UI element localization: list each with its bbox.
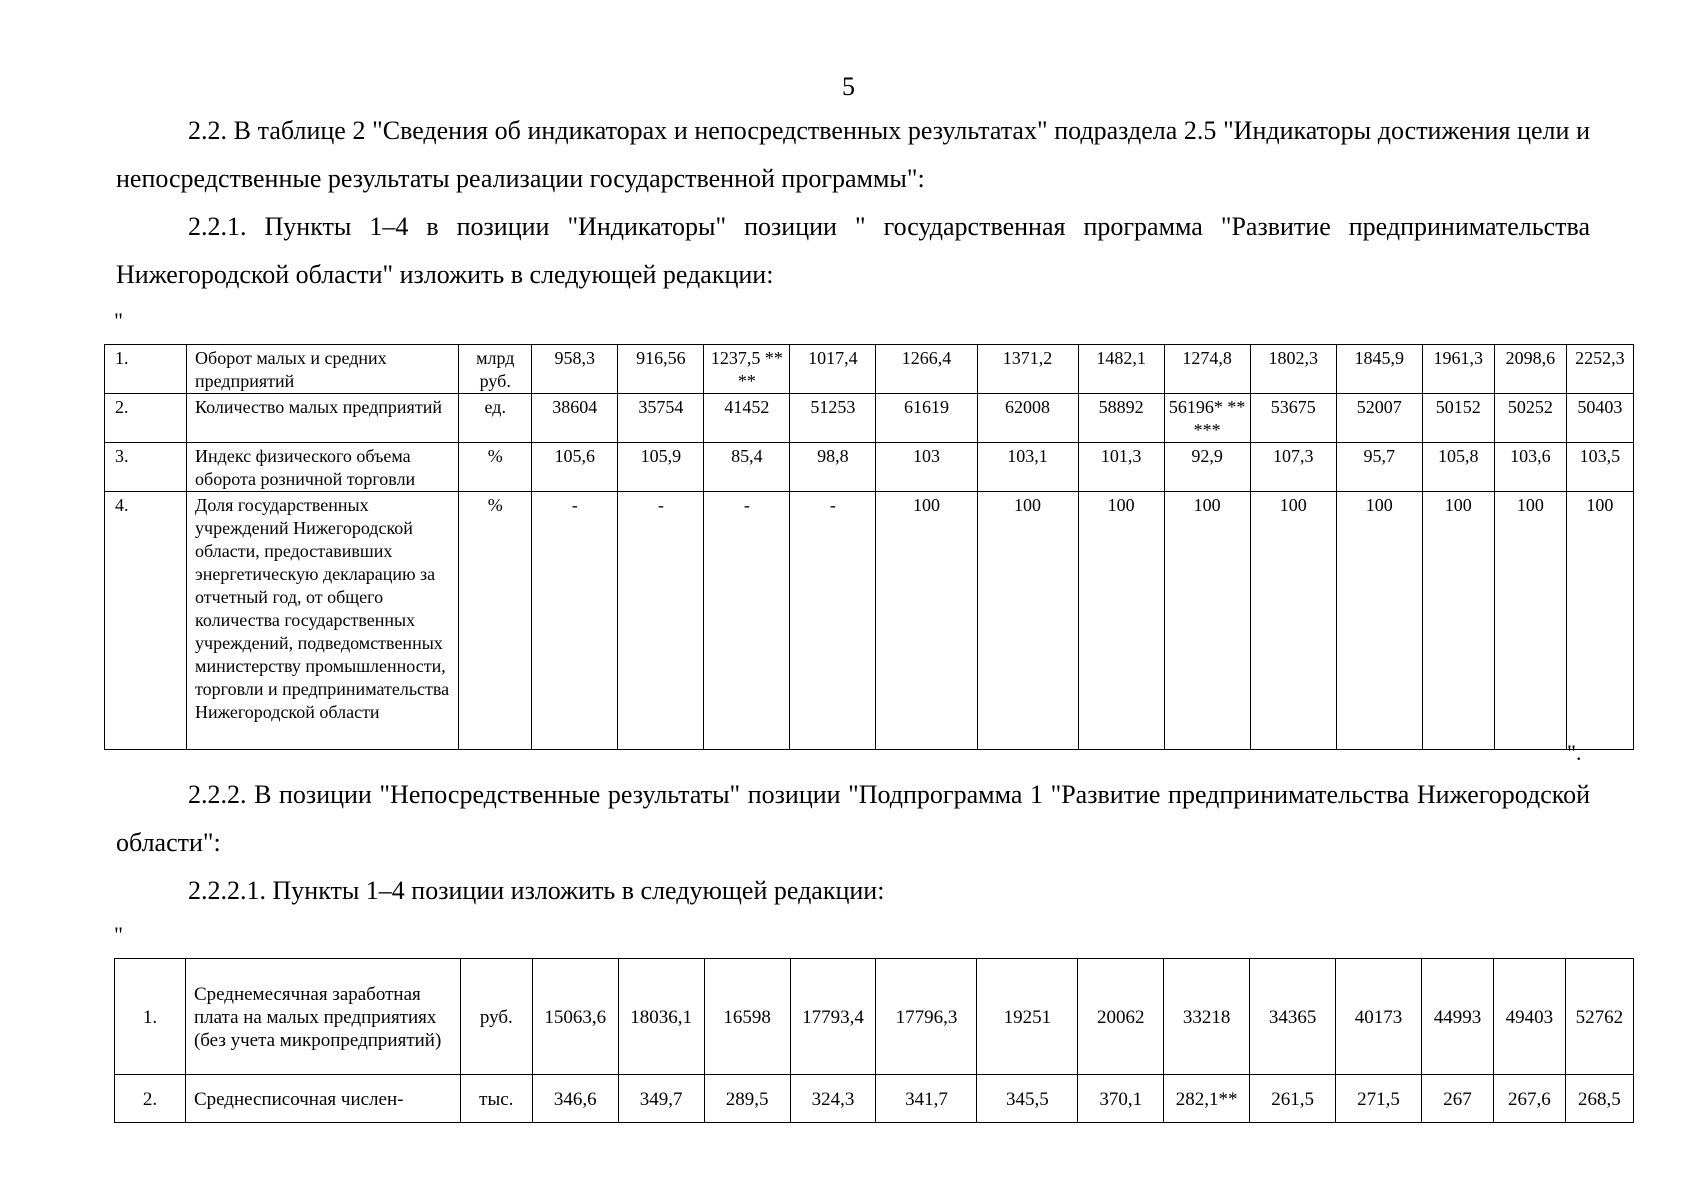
value-cell: 98,8	[790, 443, 876, 492]
value-cell: 52007	[1336, 394, 1422, 443]
value-cell: 100	[1494, 492, 1566, 750]
paragraph-2-2-1: 2.2.1. Пункты 1–4 в позиции "Индикаторы" позиции " государственная программа "Развитие предпринимательства Нижегородской области" изложить в следующей редакции:	[116, 212, 1590, 289]
unit-cell: %	[459, 443, 532, 492]
value-cell: 100	[876, 492, 977, 750]
value-cell: 289,5	[704, 1075, 790, 1123]
value-cell: 345,5	[977, 1075, 1078, 1123]
value-cell: 50403	[1566, 394, 1633, 443]
indicator-name-cell: Среднесписочная числен-	[185, 1075, 460, 1123]
value-cell: 61619	[876, 394, 977, 443]
value-cell: 16598	[704, 959, 790, 1075]
value-cell: -	[790, 492, 876, 750]
value-cell: 267,6	[1493, 1075, 1565, 1123]
value-cell: 44993	[1421, 959, 1493, 1075]
value-cell: 92,9	[1164, 443, 1250, 492]
indicators-table-body	[105, 345, 1634, 750]
value-cell: 53675	[1250, 394, 1336, 443]
value-cell: 40173	[1336, 959, 1422, 1075]
value-cell: 103,1	[977, 443, 1078, 492]
paragraph-2-2: 2.2. В таблице 2 "Сведения об индикаторах и непосредственных результатах" подраздела 2.5 "Индикаторы достижения цели и непосредственные результаты реализации государственной программы":	[116, 116, 1590, 193]
value-cell: 38604	[532, 394, 618, 443]
value-cell: 58892	[1078, 394, 1164, 443]
table-row	[115, 1075, 1634, 1123]
value-cell: 17796,3	[876, 959, 977, 1075]
value-cell: 370,1	[1078, 1075, 1164, 1123]
table-row	[105, 443, 1634, 492]
page-number: 5	[842, 72, 855, 101]
value-cell: 62008	[977, 394, 1078, 443]
results-table-body	[115, 959, 1634, 1123]
indicator-name-cell: Доля государственных учреждений Нижегородской области, предоставивших энергетическую декларацию за отчетный год, от общего количества государственных учреждений, подведомственных министерству промышленности, торговли и предпринимательства Нижегородской области	[187, 492, 459, 750]
quote-close-1: ".	[1567, 740, 1582, 765]
value-cell: 17793,4	[790, 959, 876, 1075]
value-cell: 271,5	[1336, 1075, 1422, 1123]
table-row	[115, 959, 1634, 1075]
indicator-name-cell: Индекс физического объема оборота розничной торговли	[187, 443, 459, 492]
value-cell: 20062	[1078, 959, 1164, 1075]
value-cell: 100	[1250, 492, 1336, 750]
value-cell: 103,5	[1566, 443, 1633, 492]
value-cell: 52762	[1565, 959, 1633, 1075]
value-cell: 33218	[1164, 959, 1250, 1075]
row-number-cell: 3.	[105, 443, 187, 492]
row-number-cell: 1.	[105, 345, 187, 394]
table-row	[105, 492, 1634, 750]
paragraph-2-2-2: 2.2.2. В позиции "Непосредственные результаты" позиции "Подпрограмма 1 "Развитие предпринимательства Нижегородской области":	[116, 780, 1590, 857]
value-cell: 1371,2	[977, 345, 1078, 394]
value-cell: 1845,9	[1336, 345, 1422, 394]
unit-cell: %	[459, 492, 532, 750]
row-number-cell: 1.	[115, 959, 186, 1075]
table-row	[105, 394, 1634, 443]
value-cell: 105,9	[618, 443, 704, 492]
value-cell: -	[618, 492, 704, 750]
value-cell: 105,8	[1422, 443, 1494, 492]
value-cell: 261,5	[1250, 1075, 1336, 1123]
value-cell: 50252	[1494, 394, 1566, 443]
value-cell: 51253	[790, 394, 876, 443]
value-cell: 1274,8	[1164, 345, 1250, 394]
row-number-cell: 2.	[115, 1075, 186, 1123]
value-cell: 107,3	[1250, 443, 1336, 492]
value-cell: 1266,4	[876, 345, 977, 394]
value-cell: 34365	[1250, 959, 1336, 1075]
value-cell: 346,6	[532, 1075, 618, 1123]
indicator-name-cell: Количество малых предприятий	[187, 394, 459, 443]
value-cell: 1482,1	[1078, 345, 1164, 394]
unit-cell: руб.	[460, 959, 532, 1075]
value-cell: 958,3	[532, 345, 618, 394]
value-cell: 1237,5 ****	[704, 345, 790, 394]
indicators-table	[104, 344, 1634, 750]
value-cell: 324,3	[790, 1075, 876, 1123]
value-cell: 268,5	[1565, 1075, 1633, 1123]
value-cell: 100	[1336, 492, 1422, 750]
row-number-cell: 4.	[105, 492, 187, 750]
value-cell: 916,56	[618, 345, 704, 394]
value-cell: 56196* *****	[1164, 394, 1250, 443]
value-cell: 19251	[977, 959, 1078, 1075]
value-cell: 101,3	[1078, 443, 1164, 492]
value-cell: 85,4	[704, 443, 790, 492]
value-cell: 35754	[618, 394, 704, 443]
value-cell: 18036,1	[618, 959, 704, 1075]
value-cell: 1961,3	[1422, 345, 1494, 394]
value-cell: 341,7	[876, 1075, 977, 1123]
value-cell: 1017,4	[790, 345, 876, 394]
row-number-cell: 2.	[105, 394, 187, 443]
value-cell: 349,7	[618, 1075, 704, 1123]
value-cell: -	[704, 492, 790, 750]
value-cell: 103	[876, 443, 977, 492]
value-cell: 15063,6	[532, 959, 618, 1075]
value-cell: 100	[1164, 492, 1250, 750]
value-cell: 100	[1566, 492, 1633, 750]
value-cell: 2252,3	[1566, 345, 1633, 394]
quote-open-1: "	[114, 308, 123, 333]
value-cell: 1802,3	[1250, 345, 1336, 394]
value-cell: 282,1**	[1164, 1075, 1250, 1123]
value-cell: 41452	[704, 394, 790, 443]
paragraph-2-2-2-1: 2.2.2.1. Пункты 1–4 позиции изложить в следующей редакции:	[188, 876, 885, 905]
quote-open-2: "	[114, 922, 123, 947]
value-cell: 49403	[1493, 959, 1565, 1075]
value-cell: 103,6	[1494, 443, 1566, 492]
value-cell: 95,7	[1336, 443, 1422, 492]
value-cell: 267	[1421, 1075, 1493, 1123]
unit-cell: ед.	[459, 394, 532, 443]
value-cell: 105,6	[532, 443, 618, 492]
value-cell: 100	[1422, 492, 1494, 750]
value-cell: 2098,6	[1494, 345, 1566, 394]
indicator-name-cell: Оборот малых и средних предприятий	[187, 345, 459, 394]
table-row	[105, 345, 1634, 394]
unit-cell: млрд руб.	[459, 345, 532, 394]
value-cell: 50152	[1422, 394, 1494, 443]
indicator-name-cell: Среднемесячная заработная плата на малых предприятиях (без учета микропредприятий)	[185, 959, 460, 1075]
results-table	[114, 958, 1634, 1123]
unit-cell: тыс.	[460, 1075, 532, 1123]
value-cell: 100	[1078, 492, 1164, 750]
value-cell: 100	[977, 492, 1078, 750]
value-cell: -	[532, 492, 618, 750]
